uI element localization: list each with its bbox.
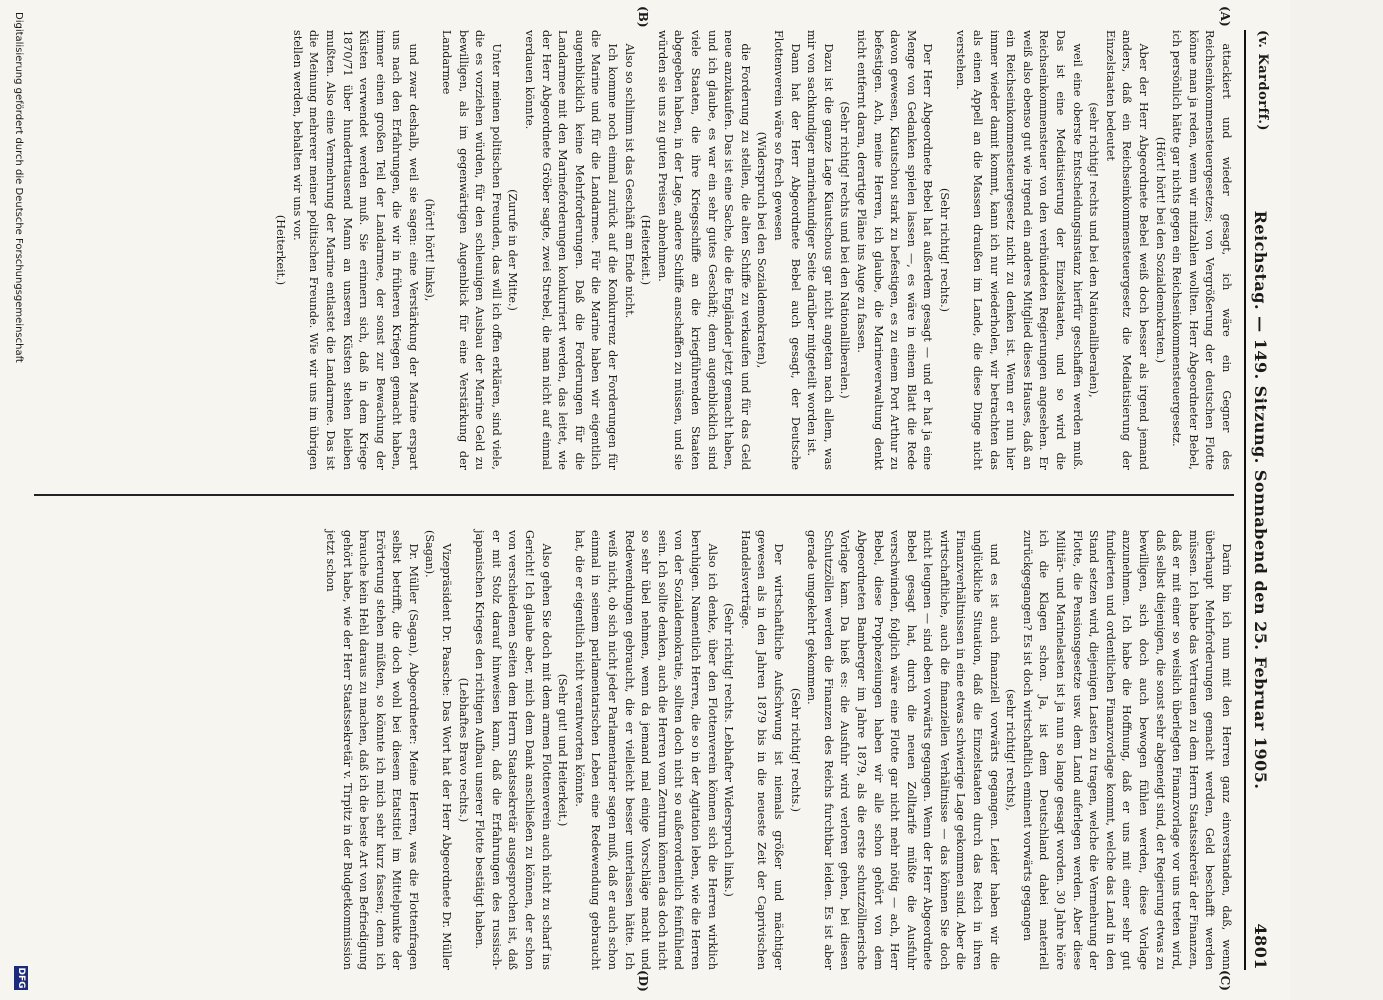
paragraph: (Zurufe in der Mitte.) <box>506 189 520 311</box>
page-number: 4801 <box>1251 923 1270 970</box>
paragraph: und zwar deshalb, weil sie sagen: eine Verstärkung der Marine erspart uns nach den Erfahrungen, die wir in früheren Kriegen gemacht haben, immer einen großen Teil der Landarmee, der sonst zur Bewachung der Küsten verwendet werden muß. Sie erinnern sich, daß in dem Kriege 1870/71 über hunderttausend Mann an unseren Küsten stehen bleiben mußten. Also eine Vermehrung der Marine entlastet die Landarmee. Das ist die Meinung mehrerer meiner politischen Freunde. Wie wir uns im übrigen stellen werden, behalten wir uns vor. <box>290 30 420 470</box>
paragraph: (Sehr gut! und Heiterkeit.) <box>556 673 570 827</box>
paragraph: Aber der Herr Abgeordnete Bebel weiß doch besser als irgend jemand anders, daß ein Reichseinkommensteuergesetz die Mediatisierung der Einzelstaaten bedeutet <box>1103 30 1151 470</box>
left-text-column <box>272 30 1234 470</box>
paragraph: (Hört! hört! bei den Sozialdemokraten.) <box>1153 136 1167 364</box>
digitization-credit: Digitalisierung gefördert durch die Deutsche Forschungsgemeinschaft <box>13 12 24 363</box>
paragraph: (Sehr richtig! rechts. Lebhafter Widerspruch links.) <box>722 603 736 897</box>
paragraph: die Forderung zu stellen, die alten Schiffe zu verkaufen und für das Geld neue anzukaufen. Das ist eine Sache, die die Engländer jetzt gemacht haben, und ich glaube, es war ein sehr gutes Geschäft; denn augenblicklich sind viele Staaten, die ihre Kriegsschiffe an die kriegführenden Staaten abgegeben haben, in der Lage, andere Schiffe anschaffen zu müssen, und sie würden sie uns zu guten Preisen abnehmen. <box>655 30 752 470</box>
margin-marker-d: (D) <box>636 970 650 992</box>
paragraph: (Heiterkeit.) <box>639 214 653 286</box>
paragraph: Also ich denke, über den Flottenverein können sich die Herren wirklich beruhigen. Namentlich Herren, die so in der Agitation leben, wie die Herren von der Sozialdemokratie, sollten doch nicht so außerordentlich feinfühlend sein. Ich sollte denken, auch die Herren vom Zentrum können das doch nicht so sehr übel nehmen, wenn da jemand mal einige Vorschläge macht und Redewendungen gebraucht, die er vielleicht besser unterlassen hätte. Ich weiß nicht, ob sich nicht jeder Parlamentarier sagen muß, daß er auch schon einmal in seinem parlamentarischen Leben eine Redewendung gebraucht hat, die er eigentlich nicht verantworten könnte. <box>572 530 719 970</box>
column-divider <box>34 494 1234 496</box>
paragraph: Darin bin ich nun mit den Herren ganz einverstanden, daß, wenn überhaupt Mehrforderungen gemacht werden, Geld beschafft werden müssen. Ich habe das Vertrauen zu dem Herrn Staatssekretär der Finanzen, daß er mit einer so weislich überlegten Finanzvorlage vor uns treten wird, daß selbst diejenigen, die sonst sehr abgeneigt sind, der Regierung etwas zu bewilligen, sich doch auch bewogen fühlen werden, diese Vorlage anzunehmen. Ich habe die Hoffnung, daß er uns mit einer sehr gut fundierten und ordentlichen Finanzvorlage kommt, welche das Land in den Stand setzen wird, diejenigen Lasten zu tragen, welche die Vermehrung der Flotte, die Pensionsgesetze usw. dem Land auferlegen werden. Aber diese Militär- und Marinelasten ist ja nun so lange gesagt worden. 30 Jahre höre ich die Klagen schon. Ja, ist dem Deutschland dabei materiell zurückgegangen? Es ist doch wirtschaftlich eminent vorwärts gegangen <box>1020 530 1233 970</box>
page-header <box>1244 30 1272 970</box>
paragraph: Dann hat der Herr Abgeordnete Bebel auch gesagt, der Deutsche Flottenverein wäre so frech gewesen <box>771 30 802 470</box>
session-title: Reichstag. — 149. Sitzung. Sonnabend den 25. Februar 1905. <box>1251 210 1270 790</box>
paragraph: (Sehr richtig! rechts und bei den Nationalliberalen.) <box>838 101 852 399</box>
paragraph: Dazu ist die ganze Lage Kiautschous gar nicht angetan nach allem, was mir von sachkundiger marinekundiger Seite darüber mitgeteilt worden ist. <box>805 30 835 470</box>
speaker-tag: (v. Kardorff.) <box>1255 30 1270 132</box>
paragraph: attackiert und wieder gesagt, ich wäre ein Gegner des Reichseinkommensteuergesetzes; von Vergrößerung der deutschen Flotte könne man ja reden, wenn wir mitzahlen wollten. Herr Abgeordneter Bebel, ich persönlich hätte gar nichts gegen ein Reichseinkommensteuergesetz. <box>1170 30 1233 470</box>
paragraph: Unter meinen politischen Freunden, das will ich offen erklären, sind viele, die es vorziehen würden, für den schleunigen Ausbau der Marine Geld zu bewilligen, als im gegenwärtigen Augenblick für eine Verstärkung der Landarmee <box>440 30 503 470</box>
paragraph: (Heiterkeit.) <box>274 214 288 286</box>
paragraph: (Lebhaftes Bravo rechts.) <box>456 677 470 823</box>
paragraph: Ich komme noch einmal zurück auf die Konkurrenz der Forderungen für die Marine und für die Landarmee. Für die Marine haben wir eigentlich augenblicklich keine Mehrforderungen. Daß die Forderungen für die Landarmee mit den Marineforderungen konkurriert werden, das leitet, wie der Herr Abgeordnete Gröber sagte, zwei Strebel, die man nicht auf einmal verdauen könnte. <box>523 30 620 470</box>
paragraph: (sehr richtig! rechts und bei den Nationalliberalen), <box>1087 102 1101 398</box>
margin-marker-b: (B) <box>636 6 650 28</box>
paragraph: Dr. Müller (Sagan), Abgeordneter: Meine Herren, was die Flottenfragen selbst betrifft, die doch wohl bei diesem Etatstitel im Mittelpunkte der Erörterung stehen müßten, so könnte ich mich sehr kurz fassen; denn ich brauche kein Hehl daraus zu machen, daß ich die beste Art von Befriedigung gehört habe, wie der Herr Staatssekretär v. Tirpitz in der Budgetkommission jetzt schon <box>323 530 420 970</box>
paragraph: weil eine oberste Entscheidungsinstanz hierfür geschaffen werden muß. Das ist eine Mediatisierung der Einzelstaaten, und so wird die Reichseinkommensteuer von den verbündeten Regierungen angesehen. Er weiß also ebenso gut wie irgend ein anderes Mitglied dieses Hauses, daß an ein Reichseinkommensteuergesetz nicht zu denken ist. Wenn er nun hier immer wieder damit kommt, kann ich nur wiederholen, wir betrachten das als einen Appell an die Massen draußen im Lande, die diese Dinge nicht verstehen. <box>954 30 1084 470</box>
paragraph: Der wirtschaftliche Aufschwung ist niemals größer und mächtiger gewesen als in den Jahren 1879 bis in die neueste Zeit der Caprivischen Handelsverträge. <box>738 530 785 970</box>
right-text-column <box>321 530 1234 970</box>
paragraph: (Sehr richtig! rechts.) <box>937 187 951 313</box>
paragraph: Also so schlimm ist das Geschäft am Ende nicht. <box>622 43 636 319</box>
paragraph: (sehr richtig! rechts), <box>1004 688 1018 812</box>
dfg-logo: DFG <box>16 967 26 989</box>
paragraph: (Widerspruch bei den Sozialdemokraten), <box>755 131 769 369</box>
paragraph: (hört! hört! links), <box>423 198 437 302</box>
paragraph: Also gehen Sie doch mit dem armen Flottenverein auch nicht zu scharf ins Gericht! Ich glaube aber, mich dem Dank anschließen zu können, der schon von verschiedenen Seiten dem Herrn Staatssekretär ausgesprochen ist, daß er mit Stolz darauf hinweisen kann, daß die Erfahrungen des russisch-japanischen Krieges den richtigen Aufbau unserer Flotte bestätigt haben. <box>473 530 553 970</box>
paragraph: (Sehr richtig! rechts.) <box>788 687 802 813</box>
paragraph: und es ist auch finanziell vorwärts gegangen. Leider haben wir die unglückliche Situation, daß die Einzelstaaten durch das Reich in ihren Finanzverhältnissen in eine etwas schwierige Lage gekommen sind. Aber die wirtschaftliche, auch die finanziellen Verhältnisse — das können Sie doch nicht leugnen — sind eben vorwärts gegangen. Wenn der Herr Abgeordnete Bebel gesagt hat, durch die neuen Zolltarife müßte die Ausfuhr verschwinden, folglich wäre eine Flotte gar nicht mehr nötig — ach, Herr Bebel, diese Prophezeiungen haben wir alle schon gehört von dem Abgeordneten Bamberger im Jahre 1879, als die erste schutzzöllnerische Vorlage kam. Da hieß es: die Ausfuhr wird verloren gehen, bei diesen Schutzzöllen werden die Finanzen des Reichs furchtbar leiden. Es ist aber gerade umgekehrt gekommen. <box>805 530 1001 970</box>
margin-marker-a: (A) <box>1218 6 1232 27</box>
paragraph: Der Herr Abgeordnete Bebel hat außerdem gesagt — und er hat ja eine Menge von Gedanken spielen lassen —, es wäre in einem Blatt die Rede davon gewesen, Kiautschou stark zu befestigen, es zu einem Port Arthur zu befestigen. Ach, meine Herren, ich glaube, die Marineverwaltung denkt nicht entfernt daran, derartige Pläne ins Auge zu fassen. <box>854 30 935 470</box>
paragraph: Vizepräsident Dr. Paasche: Das Wort hat der Herr Abgeordnete Dr. Müller (Sagan). <box>423 530 454 970</box>
margin-marker-c: (C) <box>1218 970 1232 991</box>
